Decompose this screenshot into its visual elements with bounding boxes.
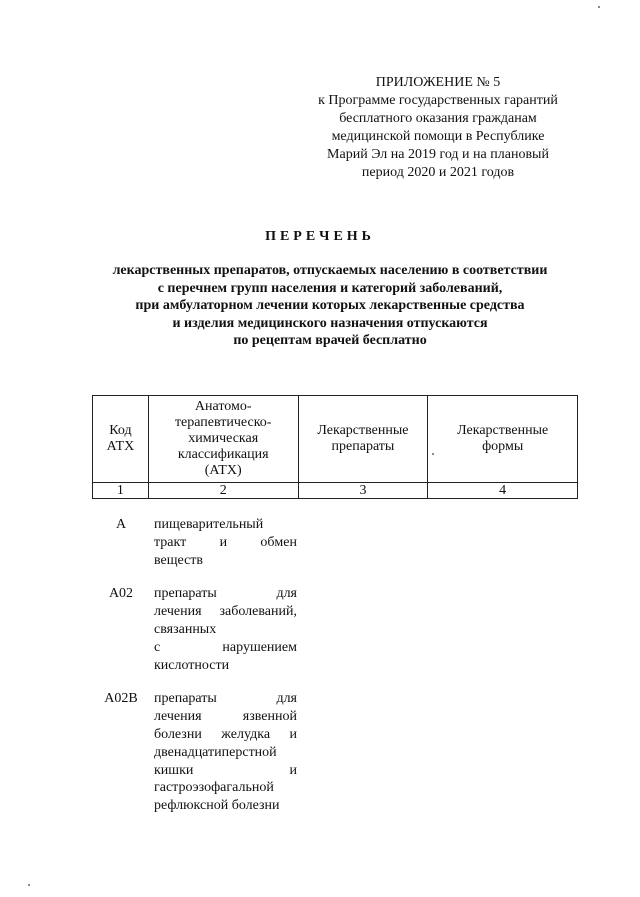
subtitle-line: и изделия медицинского назначения отпускаются xyxy=(172,315,488,331)
subtitle-line: с перечнем групп населения и категорий заболеваний, xyxy=(157,280,503,296)
table-number-row xyxy=(93,483,578,499)
table-header-row xyxy=(93,396,578,483)
column-number: 1 xyxy=(93,483,149,499)
appendix-line: Марий Эл на 2019 год и на плановый xyxy=(327,147,549,162)
entry-code: A02 xyxy=(108,586,134,602)
entry-code: A xyxy=(115,517,127,532)
column-number: 2 xyxy=(148,483,298,499)
entry-description: препараты для лечения язвенной болезни желудка и двенадцатиперстной кишки и гастроэзофагальной рефлюксной болезни xyxy=(154,691,297,814)
header-code: Код АТХ xyxy=(93,396,149,483)
document-title: ПЕРЕЧЕНЬ xyxy=(265,229,375,244)
scan-speck xyxy=(598,6,600,8)
atx-table xyxy=(92,395,578,499)
header-classification: Анатомо- терапевтическо- химическая классификация (АТХ) xyxy=(148,396,298,483)
atx-entry xyxy=(92,585,312,674)
appendix-line: медицинской помощи в Республике xyxy=(331,129,545,144)
atx-entry xyxy=(92,516,312,569)
appendix-line: бесплатного оказания гражданам xyxy=(339,111,537,126)
appendix-block xyxy=(300,74,576,182)
entry-description: пищеварительный тракт и обмен веществ xyxy=(154,517,297,568)
entry-code: A02B xyxy=(104,691,138,707)
appendix-line: к Программе государственных гарантий xyxy=(318,93,558,108)
atx-entry xyxy=(92,690,312,815)
header-forms: Лекарственные формы xyxy=(428,396,578,483)
subtitle-line: по рецептам врачей бесплатно xyxy=(233,333,427,349)
appendix-line: ПРИЛОЖЕНИЕ № 5 xyxy=(375,75,501,90)
appendix-line: период 2020 и 2021 годов xyxy=(361,165,515,180)
column-number: 3 xyxy=(298,483,428,499)
subtitle-line: при амбулаторном лечении которых лекарственные средства xyxy=(135,298,525,314)
subtitle-line: лекарственных препаратов, отпускаемых населению в соответствии xyxy=(112,263,548,278)
document-subtitle xyxy=(60,262,600,350)
atx-entries xyxy=(92,516,312,831)
scan-speck xyxy=(28,884,30,886)
scan-speck xyxy=(432,453,434,455)
column-number: 4 xyxy=(428,483,578,499)
header-drugs: Лекарственные препараты xyxy=(298,396,428,483)
entry-description: препараты для лечения заболеваний, связанных с нарушением кислотности xyxy=(154,586,297,673)
